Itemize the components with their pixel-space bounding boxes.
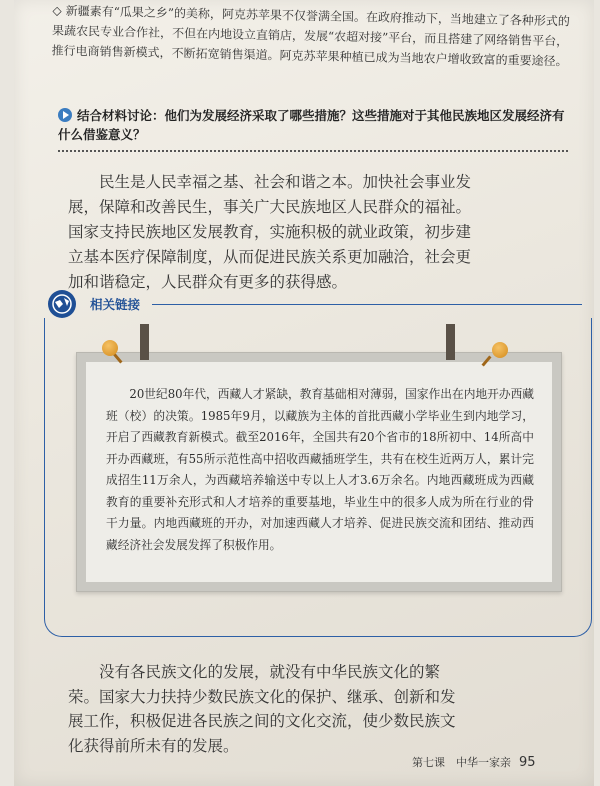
pushpin-right-icon <box>492 342 508 358</box>
related-link-rule <box>152 304 582 305</box>
related-link-title: 相关链接 <box>90 297 141 312</box>
body-paragraph-livelihood: 民生是人民幸福之基、社会和谐之本。加快社会事业发展，保障和改善民生，事关广大民族地区人民群众的福祉。国家支持民族地区发展教育，实施积极的就业政策，初步建立基本医疗保障制度，从而促进民族关系更加融洽，社会更加和谐稳定，人民群众有更多的获得感。 <box>68 173 472 291</box>
diamond-icon: ◇ <box>52 3 62 18</box>
pushpin-left-icon <box>102 340 118 356</box>
intro-text: 新疆素有“瓜果之乡”的美称，阿克苏苹果不仅誉满全国。在政府推动下，当地建立了各种形式的果蔬农民专业合作社，不但在内地设立直销店，发展“农超对接”平台，而且搭建了网络销售平台，推行电商销售新模式，不断拓宽销售渠道。阿克苏苹果种植已成为当地农户增收致富的重要途径。 <box>51 3 571 69</box>
body-paragraph-culture: 没有各民族文化的发展，就没有中华民族文化的繁荣。国家大力扶持少数民族文化的保护、继承、创新和发展工作，积极促进各民族之间的文化交流，使少数民族文化获得前所未有的发展。 <box>68 663 456 755</box>
page-footer <box>412 754 582 770</box>
tibet-class-note: 20世纪80年代，西藏人才紧缺，教育基础相对薄弱，国家作出在内地开办西藏班（校）的决策。1985年9月，以藏族为主体的首批西藏小学毕业生到内地学习，开启了西藏教育新模式。截至2016年，全国共有20个省市的18所初中、14所高中开办西藏班，有55所示范性高中招收西藏插班学生，共有在校生近两万人，累计完成招生11万余人，为西藏培养输送中专以上人才3.6万余名。内地西藏班成为西藏教育的重要补充形式和人才培养的重要基地，毕业生中的很多人成为所在行业的骨干力量。内地西藏班的开办，对加速西藏人才培养、促进民族交流和团结、推动西藏经济社会发展发挥了积极作用。 <box>106 387 534 552</box>
dotted-divider <box>58 150 568 152</box>
textbook-page <box>14 0 594 786</box>
discussion-prompt <box>58 106 570 144</box>
play-circle-icon <box>58 108 72 122</box>
board-clip-left <box>140 324 149 360</box>
intro-paragraph <box>51 1 572 72</box>
discussion-text: 结合材料讨论：他们为发展经济采取了哪些措施？这些措施对于其他民族地区发展经济有什么借鉴意义？ <box>58 108 565 142</box>
globe-link-icon <box>48 290 76 318</box>
board-clip-right <box>446 324 455 360</box>
lesson-title: 第七课 中华一家亲 <box>412 756 511 769</box>
related-link-header <box>48 290 578 320</box>
page-number: 95 <box>519 755 536 770</box>
